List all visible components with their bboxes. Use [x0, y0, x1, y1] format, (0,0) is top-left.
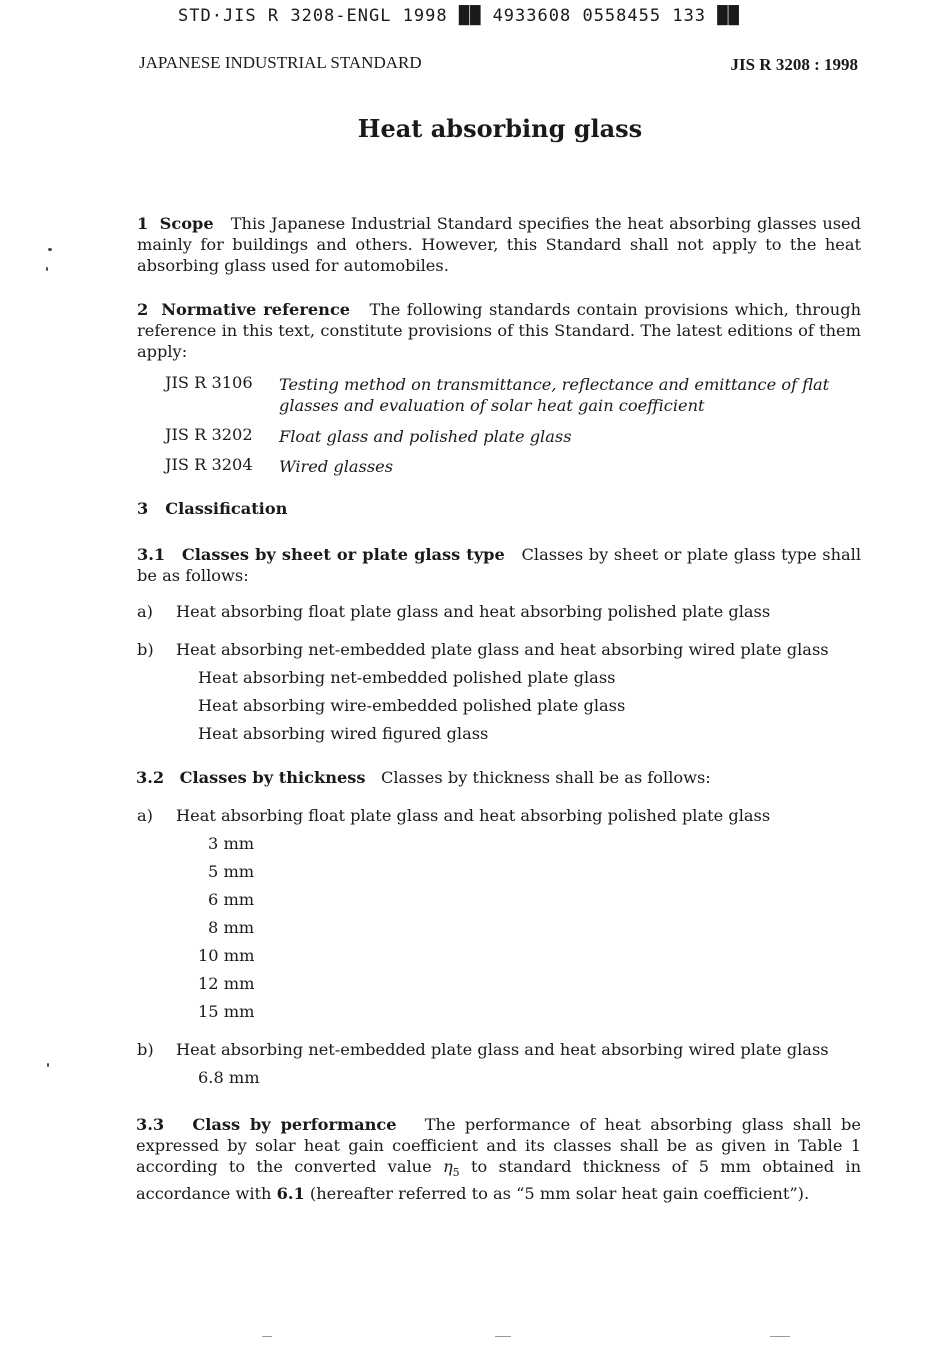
list-item-text: Heat absorbing float plate glass and heat absorbing polished plate glass — [176, 806, 771, 825]
header-standard-number: JIS R 3208 : 1998 — [730, 55, 858, 74]
thickness-value: 5 mm — [208, 862, 255, 881]
reference-title: Wired glasses — [279, 457, 394, 476]
section-3-2-heading: Classes by thickness — [179, 768, 366, 787]
thickness-value: 12 mm — [198, 974, 255, 993]
thickness-value: 10 mm — [198, 946, 255, 965]
section-3-1-number: 3.1 — [137, 545, 166, 564]
section-3-1 — [137, 544, 861, 586]
section-2-heading: Normative reference — [161, 300, 351, 319]
section-1-scope — [137, 213, 861, 276]
sub-list-item: Heat absorbing wired figured glass — [198, 724, 489, 743]
section-3-3-text: The performance of heat absorbing glass shall be expressed by solar heat gain coefficient and its classes shall be as given in Table 1 according to the converted value — [136, 1115, 862, 1176]
section-3-3-text-end: (hereafter referred to as “5 mm solar heat gain coefficient”). — [304, 1184, 810, 1204]
section-2-text: The following standards contain provisions which, through reference in this text, constitute provisions of this Standard. The latest editions of them apply: — [137, 300, 861, 361]
section-3-3-number: 3.3 — [136, 1115, 165, 1134]
document-stamp: STD·JIS R 3208-ENGL 1998 ██ 4933608 0558455 133 ██ — [178, 6, 740, 26]
section-1-text: This Japanese Industrial Standard specifies the heat absorbing glasses used mainly for buildings and others. However, this Standard shall not apply to the heat absorbing glass used for automobiles. — [137, 214, 862, 275]
list-label: a) — [137, 806, 153, 825]
section-1-number: 1 — [137, 214, 149, 233]
scan-speck — [47, 1063, 49, 1067]
section-3-3-text-cont: to standard thickness of 5 mm obtained in accordance with — [136, 1157, 861, 1204]
scan-speck — [48, 248, 52, 251]
section-3-heading: Classification — [165, 499, 288, 518]
section-3-1-text: Classes by sheet or plate glass type shall be as follows: — [137, 545, 861, 585]
list-item-text: Heat absorbing net-embedded plate glass and heat absorbing wired plate glass — [176, 1040, 829, 1059]
section-3-2-text: Classes by thickness shall be as follows: — [380, 768, 711, 787]
section-2-number: 2 — [137, 300, 149, 319]
thickness-value: 15 mm — [198, 1002, 255, 1021]
list-label: b) — [137, 1040, 154, 1059]
list-label: b) — [137, 640, 154, 659]
scan-speck — [46, 267, 48, 271]
scan-mark — [770, 1336, 790, 1337]
thickness-value: 3 mm — [208, 834, 255, 853]
reference-title: Testing method on transmittance, reflectance and emittance of flat glasses and evaluation of solar heat gain coefficient — [279, 375, 830, 415]
clause-reference: 6.1 — [276, 1184, 305, 1204]
section-2-normative-reference — [137, 299, 861, 362]
section-3-1-heading: Classes by sheet or plate glass type — [181, 545, 505, 564]
reference-code: JIS R 3204 — [165, 455, 253, 474]
section-3-2 — [136, 768, 711, 787]
thickness-value: 6.8 mm — [198, 1068, 260, 1087]
scan-mark — [495, 1336, 511, 1337]
section-3-3-heading: Class by performance — [192, 1115, 397, 1134]
page-title: Heat absorbing glass — [357, 114, 643, 143]
list-item-text: Heat absorbing float plate glass and heat absorbing polished plate glass — [176, 602, 771, 621]
list-label: a) — [137, 602, 153, 621]
thickness-value: 6 mm — [208, 890, 255, 909]
section-3-3 — [136, 1114, 861, 1204]
sub-list-item: Heat absorbing wire-embedded polished plate glass — [198, 696, 626, 715]
thickness-value: 8 mm — [208, 918, 255, 937]
header-standard-name: JAPANESE INDUSTRIAL STANDARD — [139, 53, 422, 72]
list-item-text: Heat absorbing net-embedded plate glass and heat absorbing wired plate glass — [176, 640, 829, 659]
section-3-classification — [137, 499, 287, 518]
section-3-2-number: 3.2 — [136, 768, 165, 787]
reference-title: Float glass and polished plate glass — [279, 427, 572, 446]
section-1-heading: Scope — [159, 214, 214, 233]
reference-code: JIS R 3106 — [165, 373, 253, 392]
eta-subscript: 5 — [452, 1166, 460, 1180]
scan-mark — [262, 1336, 272, 1337]
sub-list-item: Heat absorbing net-embedded polished plate glass — [198, 668, 616, 687]
section-3-number: 3 — [137, 499, 149, 518]
eta-symbol: η — [442, 1157, 453, 1176]
reference-code: JIS R 3202 — [165, 425, 253, 444]
